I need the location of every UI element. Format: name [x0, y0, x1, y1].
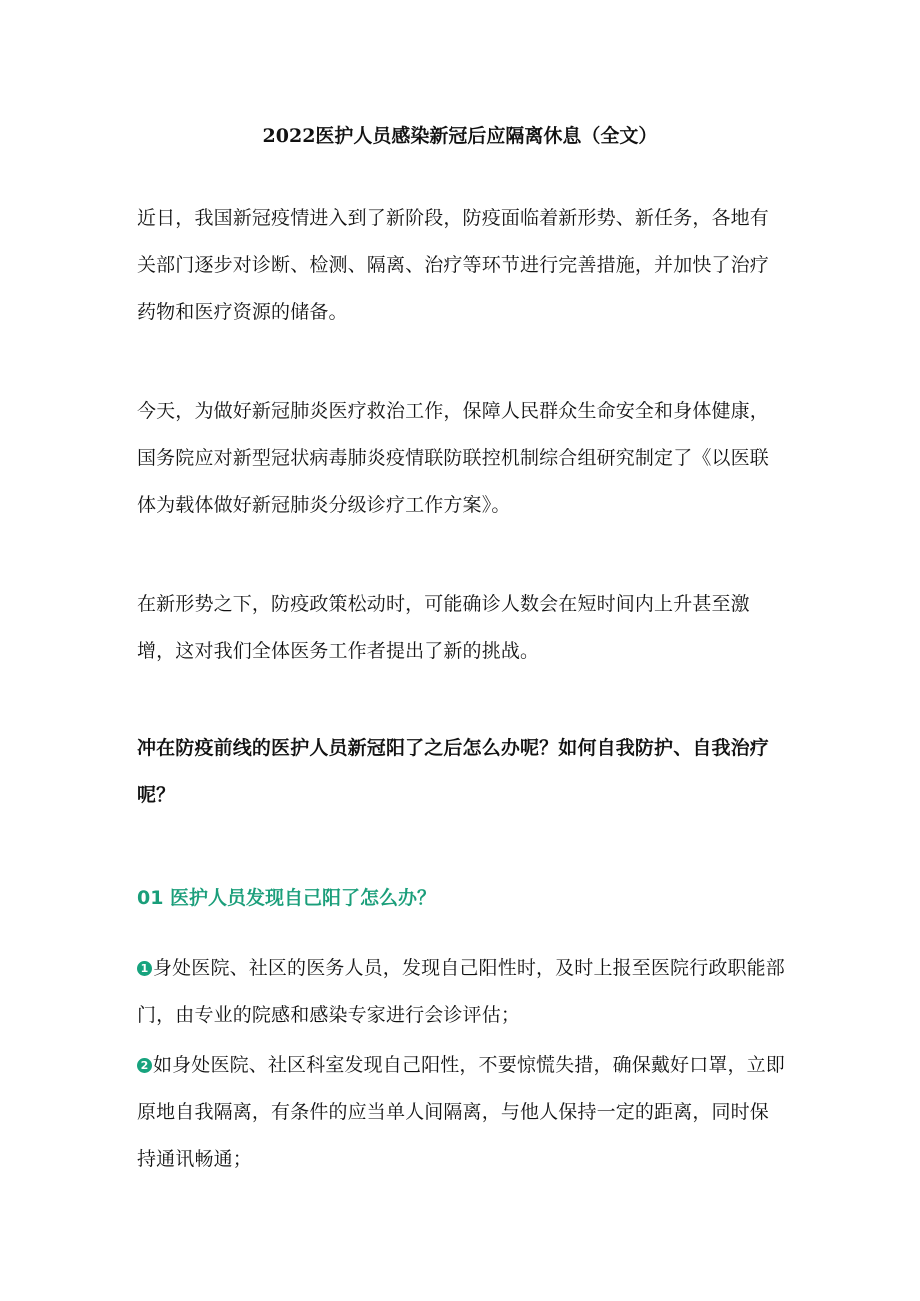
- list-item-1: [137, 945, 787, 1039]
- paragraph-plan: 今天，为做好新冠肺炎医疗救治工作，保障人民群众生命安全和身体健康，国务院应对新型冠状病毒肺炎疫情联防联控机制综合组研究制定了《以医联体为载体做好新冠肺炎分级诊疗工作方案》。: [137, 400, 769, 516]
- paragraph-challenge: 在新形势之下，防疫政策松动时，可能确诊人数会在短时间内上升甚至激增，这对我们全体医务工作者提出了新的挑战。: [137, 593, 750, 662]
- section-heading: 01 医护人员发现自己阳了怎么办？: [137, 887, 437, 909]
- paragraph-intro: 近日，我国新冠疫情进入到了新阶段，防疫面临着新形势、新任务，各地有关部门逐步对诊断、检测、隔离、治疗等环节进行完善措施，并加快了治疗药物和医疗资源的储备。: [137, 207, 769, 323]
- number-badge-icon: 2: [137, 1058, 152, 1073]
- number-badge-icon: 1: [137, 961, 152, 976]
- list-item-2-text: 如身处医院、社区科室发现自己阳性，不要惊慌失措，确保戴好口罩，立即原地自我隔离，有条件的应当单人间隔离，与他人保持一定的距离，同时保持通讯畅通；: [137, 1054, 785, 1170]
- list-item-1-text: 身处医院、社区的医务人员，发现自己阳性时，及时上报至医院行政职能部门，由专业的院感和感染专家进行会诊评估；: [137, 957, 785, 1026]
- document-title: 2022医护人员感染新冠后应隔离休息（全文）: [262, 125, 658, 147]
- question-heading: 冲在防疫前线的医护人员新冠阳了之后怎么办呢？如何自我防护、自我治疗呢？: [137, 737, 769, 806]
- list-item-2: [137, 1042, 787, 1183]
